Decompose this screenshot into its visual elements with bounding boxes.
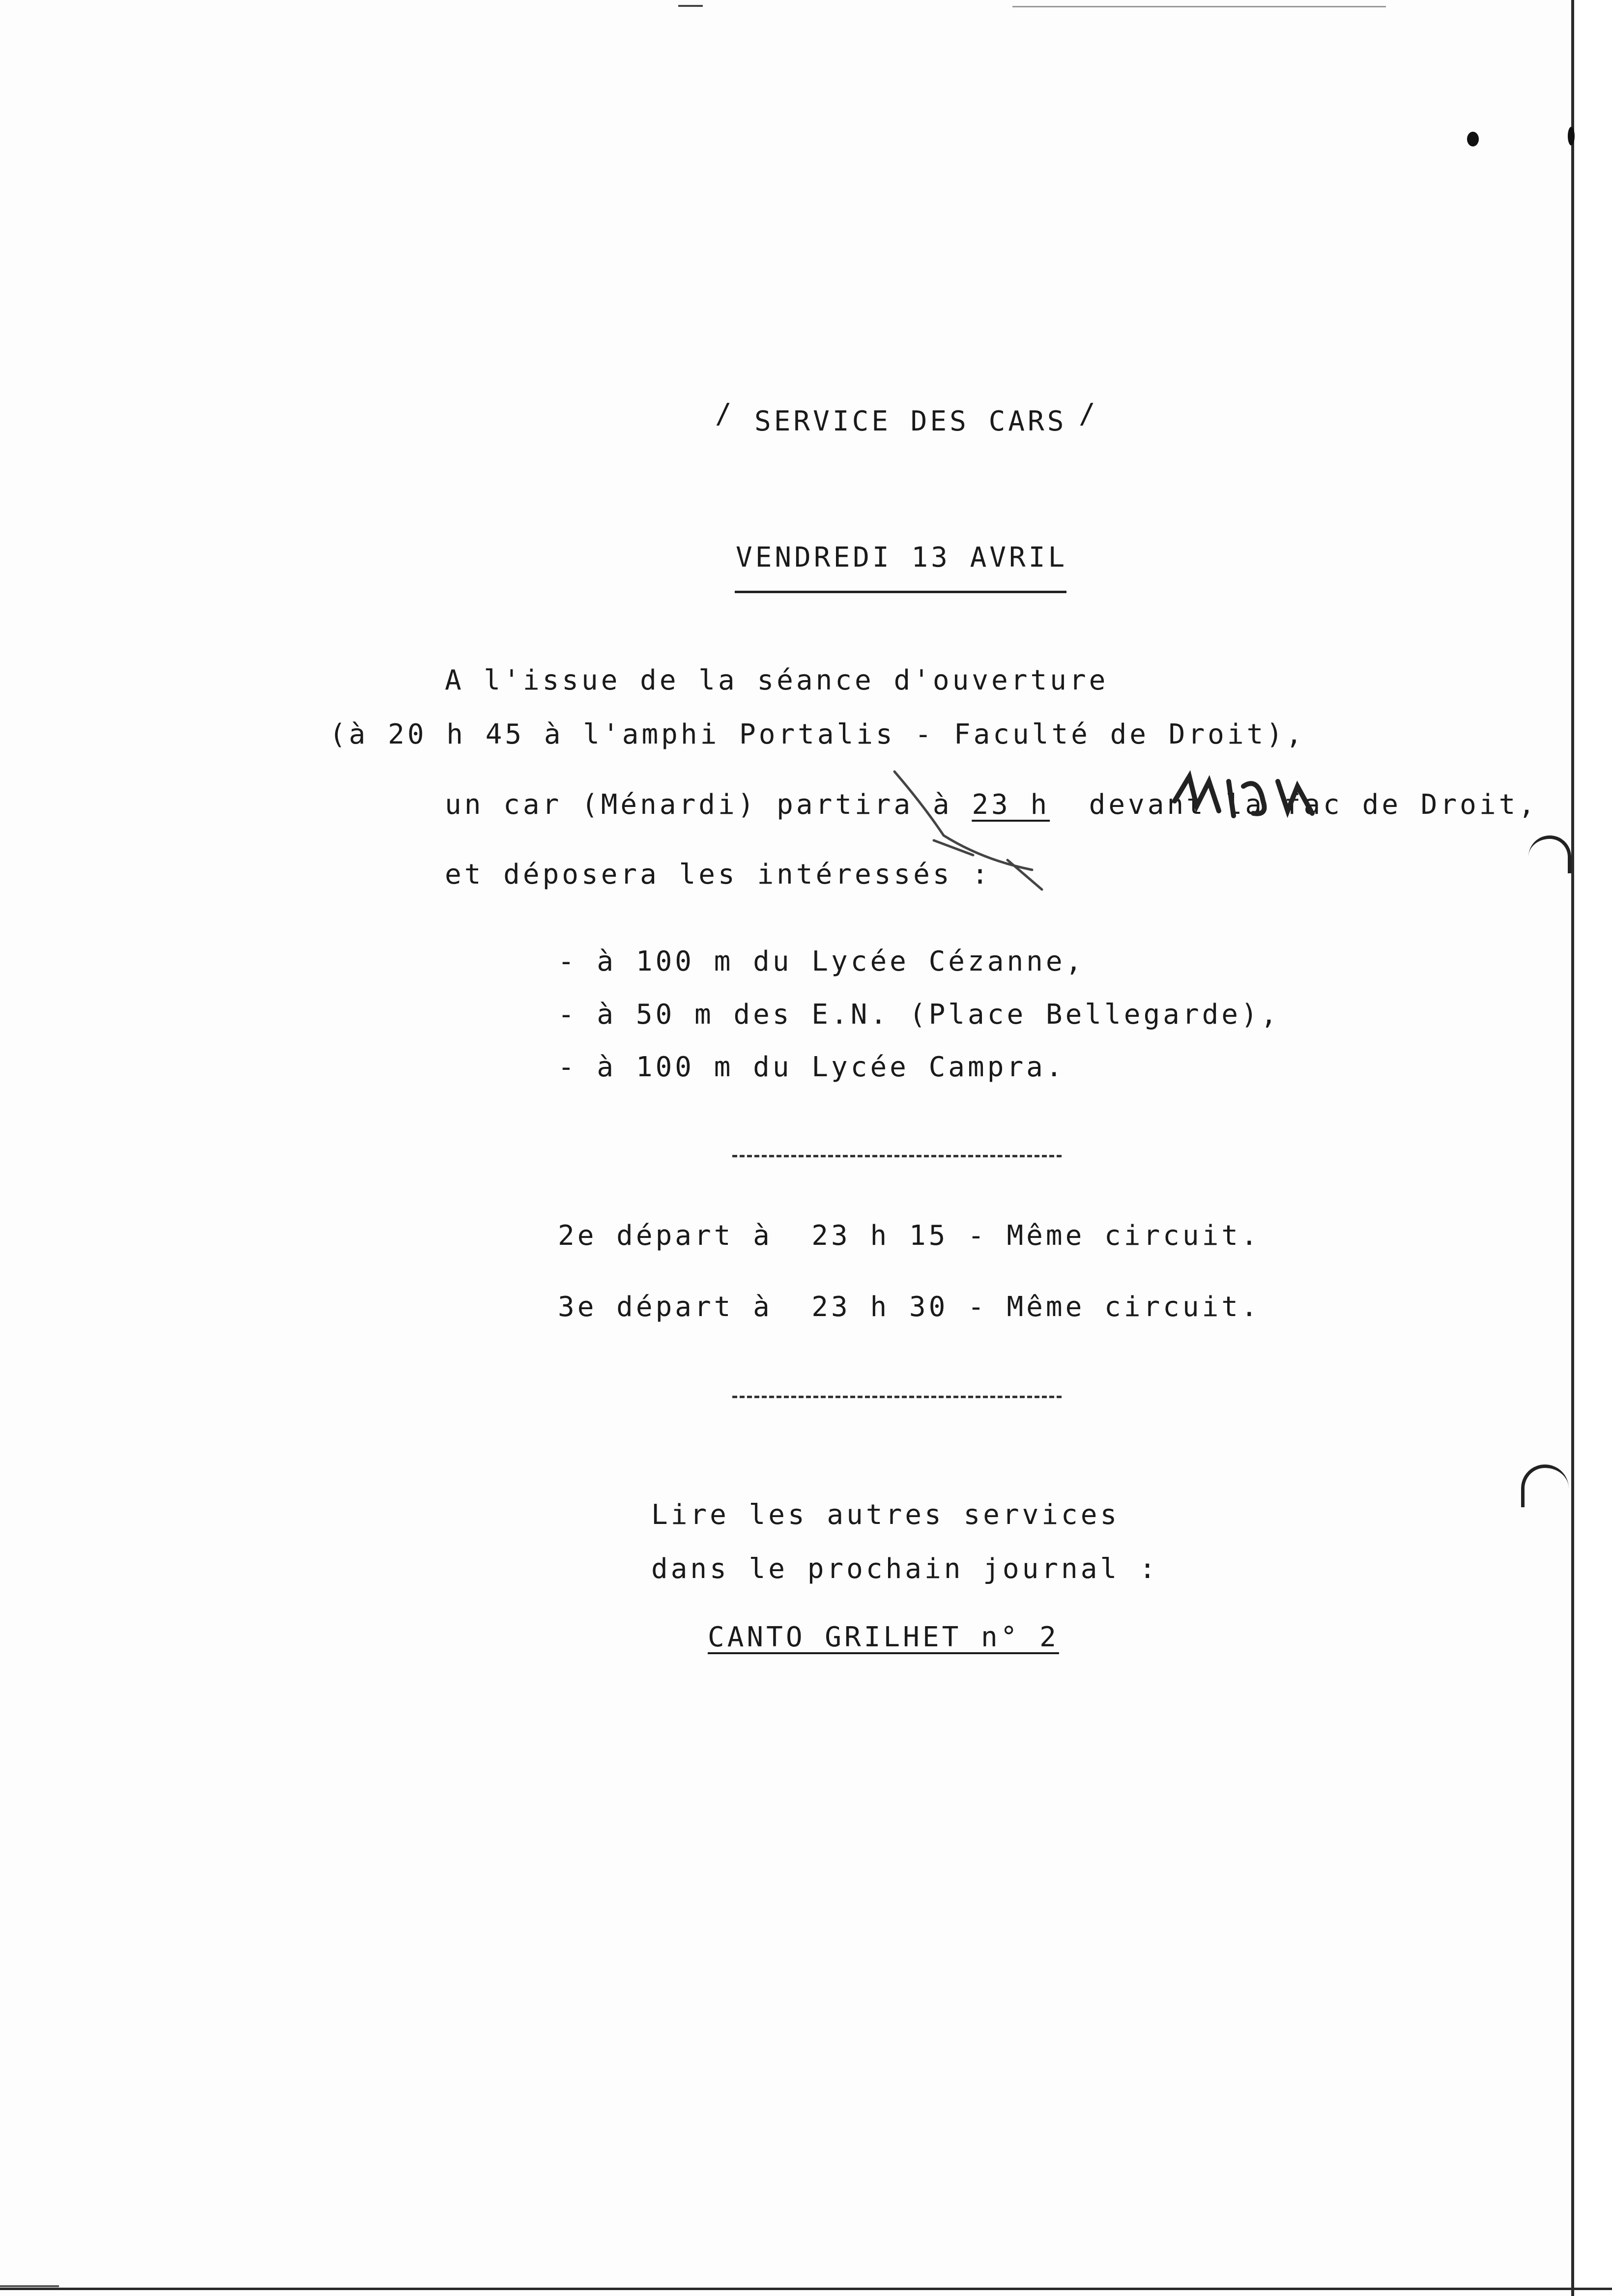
- paragraph-line-3-pre: un car (Ménardi) partira à: [445, 789, 972, 821]
- ink-dot: [1467, 132, 1479, 146]
- scribble-stroke: [885, 762, 1071, 899]
- date-underline: [735, 591, 1066, 593]
- document-title: SERVICE DES CARS: [754, 405, 1067, 437]
- date-heading: VENDREDI 13 AVRIL: [736, 542, 1068, 574]
- punch-hole-mark: [1528, 835, 1571, 873]
- handwritten-scribble: [1170, 767, 1327, 835]
- departure-line: 3e départ à 23 h 30 - Même circuit.: [558, 1291, 1261, 1323]
- footer-line-1: Lire les autres services: [651, 1499, 1120, 1531]
- stop-item: - à 100 m du Lycée Cézanne,: [558, 946, 1085, 977]
- departure-line: 2e départ à 23 h 15 - Même circuit.: [558, 1220, 1261, 1252]
- scan-mark: [0, 2285, 59, 2287]
- stop-item: - à 50 m des E.N. (Place Bellegarde),: [558, 999, 1280, 1031]
- paragraph-line-3-post: devant la fac de Droit,: [1050, 789, 1538, 821]
- departure-time: 23 h: [972, 789, 1050, 821]
- ink-dot: [1568, 127, 1575, 145]
- scan-mark: [1012, 6, 1386, 7]
- stop-item: - à 100 m du Lycée Campra.: [558, 1051, 1065, 1083]
- title-slash-right: /: [1079, 398, 1095, 430]
- title-slash-left: /: [715, 398, 732, 430]
- journal-name: CANTO GRILHET n° 2: [708, 1621, 1059, 1653]
- punch-hole-mark: [1521, 1464, 1569, 1507]
- dashed-separator: [732, 1155, 1062, 1157]
- scan-margin: [1573, 0, 1612, 2296]
- dashed-separator: [732, 1396, 1062, 1398]
- paragraph-line-2: (à 20 h 45 à l'amphi Portalis - Faculté de Droit),: [329, 718, 1305, 750]
- scan-edge-line: [1571, 0, 1574, 2296]
- paragraph-line-4: et déposera les intéressés :: [445, 859, 992, 890]
- scan-bottom-line: [0, 2288, 1612, 2290]
- footer-line-2: dans le prochain journal :: [651, 1553, 1159, 1585]
- paragraph-line-1: A l'issue de la séance d'ouverture: [445, 664, 1109, 696]
- scan-mark: [678, 5, 703, 7]
